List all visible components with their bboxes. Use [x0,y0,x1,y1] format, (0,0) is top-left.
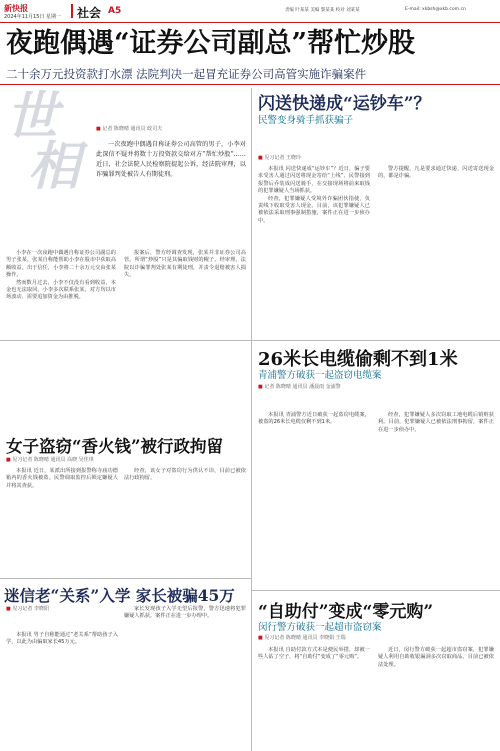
watermark-icon: 世 相 [6,86,81,197]
email: E-mail: xkbsh@xkb.com.cn [405,7,466,12]
fake-body-col2 [378,647,494,669]
flash-subheadline: 民警变身骑手抓获骗子 [258,115,354,126]
lead-paragraph: 然而数月过去，小李不仅没有看到收益，本金也无法取回。小李多次联系张某，对方均以市场波动、需要追加资金为由推脱。 [6,279,116,301]
flash-body-col2 [378,166,494,181]
lead-rule [0,84,500,85]
section-rule [0,340,251,341]
flash-paragraph: 本报讯 闪送快递成“运钞车”？近日，骗子要求受害人通过闪送将现金寄给“上线”，民警接到报警后乔装成闪送骑手，在交接现场将前来取钱的犯罪嫌疑人当场抓获。 [258,166,370,195]
byline-marker-icon: ■ [258,635,263,641]
byline-marker-icon: ■ [96,126,101,132]
byline-marker-icon: ■ [258,155,263,161]
fake-paragraph: 本报讯 自助付款方式本是便民举措，却被一些人钻了空子，将“自助付”变成了“零元购”。 [258,647,370,661]
flash-paragraph: 警方提醒，凡是要求通过快递、闪送寄送现金的，都是诈骗。 [378,166,494,180]
lead-body-col1 [6,250,116,302]
section-rule [252,590,500,591]
byline-marker-icon: ■ [6,457,11,463]
gold-headline: 女子盗窃“香火钱”被行政拘留 [6,437,223,456]
boss-headline: 迷信老“关系”入学 家长被骗45万 [4,586,235,605]
cable-body-col1 [258,412,370,427]
lead-byline: ■ 记者 陈晓晴 通讯员 政司夫 [96,126,163,132]
byline-marker-icon: ■ [258,384,263,390]
masthead-rule [0,22,500,23]
section-rule [0,578,251,579]
fake-body-col1 [258,647,370,662]
cable-paragraph: 本报讯 青浦警方近日破获一起盗窃电缆案，被盗的26米长电缆仅剩不到1米。 [258,412,370,426]
byline-marker-icon: ■ [6,606,11,612]
gold-body-col2 [124,468,246,483]
boss-paragraph: 家长发现孩子入学无望后报警，警方迅速将犯罪嫌疑人抓获。案件正在进一步办理中。 [124,606,246,620]
gold-byline: ■ 见习记者 陈晓晴 通讯员 高晓 吴佳琪 [6,457,94,463]
flash-headline: 闪送快递成“运钞车”？ [258,94,431,114]
fake-paragraph: 近日，闵行警方破获一起超市盗窃案，犯罪嫌疑人利用自助收银漏洞多次窃取商品，目前已被依法处理。 [378,647,494,668]
newspaper-logo: 新快报 [4,3,28,13]
column-divider [251,340,252,751]
column-divider [251,88,252,340]
gold-body-col1 [6,468,118,490]
fake-subheadline: 闵行警方破获一起超市盗窃案 [258,622,382,633]
editor-credit: 责编 叶某某 美编 黎某某 校对 刘某某 [285,8,360,13]
section-rule [252,340,500,341]
fake-headline: “自助付”变成“零元购” [258,602,434,622]
lead-paragraph: 小李在一次夜跑中偶遇自称证券公司副总的男子张某，张某自称能帮助小李在股市中获取高额收益。出于信任，小李将二十余万元交由张某操作。 [6,250,116,279]
cable-headline: 26米长电缆偷剩不到1米 [258,349,458,370]
cable-byline: ■ 记者 陈晓晴 通讯员 潘晨雨 金浦警 [258,384,341,390]
boss-body-col2 [124,606,246,621]
gold-paragraph: 本报讯 近日，某派出所接到报警称寺庙功德箱内的香火钱被盗。民警调取监控后锁定嫌疑人并将其查获。 [6,468,118,489]
lead-subheadline: 二十余万元投资款打水漂 法院判决一起冒充证券公司高管实施诈骗案件 [6,67,367,81]
cable-subheadline: 青浦警方破获一起盗窃电缆案 [258,370,382,381]
boss-paragraph: 本报讯 男子自称能通过“老关系”帮助孩子入学，以此为由骗取家长45万元。 [6,632,118,646]
flash-paragraph: 经查，犯罪嫌疑人受境外诈骗团伙指使，负责线下收取受害人现金。目前，该犯罪嫌疑人已被依法采取刑事强制措施，案件正在进一步侦办中。 [258,195,370,224]
lead-headline: 夜跑偶遇“证券公司副总”帮忙炒股 [6,28,416,59]
cable-body-col2 [378,412,494,434]
flash-byline: ■ 见习记者 王晓玲 [258,155,301,161]
flash-body-col1 [258,166,370,225]
cable-paragraph: 经查，犯罪嫌疑人多次窃取工地电缆后销赃获利。目前，犯罪嫌疑人已被依法刑事拘留，案件正在进一步侦办中。 [378,412,494,433]
page-number: A5 [108,6,122,16]
section-marker [71,4,73,18]
fake-byline: ■ 见习记者 陈晓晴 通讯员 李晓娟 王瑞 [258,635,346,641]
lead-intro: 一次夜跑中偶遇自称证券公司高管的男子，小李对此深信不疑并将数十万投资款交给对方“帮忙炒股”……近日，社会法院人民检察院提起公诉，经法院审理，以诈骗罪判处被告人有期徒刑。 [96,141,246,178]
masthead [0,0,500,22]
boss-body-col1 [6,632,118,647]
section-title: 社会 [77,6,102,20]
boss-byline: ■ 见习记者 李晓阳 [6,606,49,612]
gold-paragraph: 经查，该女子对盗窃行为供认不讳，目前已被依法行政拘留。 [124,468,246,482]
lead-paragraph: 报案后，警方经调查发现，张某并非证券公司高管，所谓“炒股”只是其骗取钱财的幌子。经审理，法院以诈骗罪判处张某有期徒刑，并责令退赔被害人损失。 [124,250,246,279]
lead-body-col2 [124,250,246,280]
issue-date: 2024年11月15日 星期一 [4,14,62,20]
